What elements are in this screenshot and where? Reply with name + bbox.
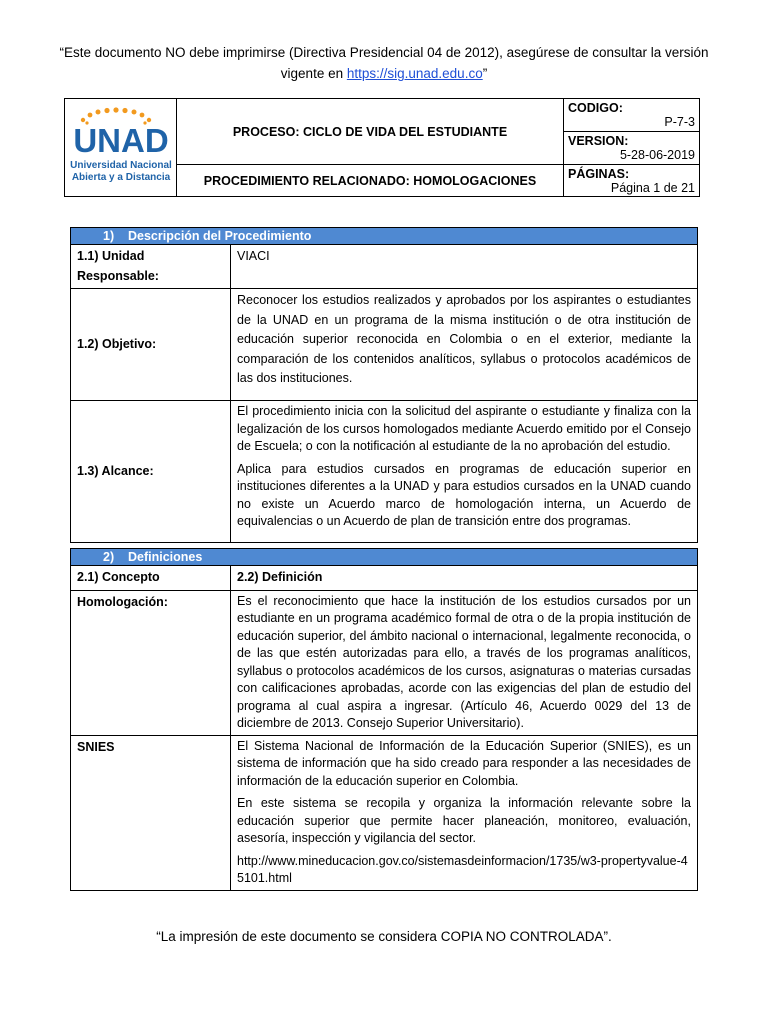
unad-logo [69, 106, 173, 186]
codigo-label: CODIGO: [568, 101, 623, 115]
snies-url: http://www.mineducacion.gov.co/sistemasdeinformacion/1735/w3-propertyvalue-45101.html [237, 853, 688, 885]
definition-snies [231, 735, 698, 890]
snies-paragraph-1: El Sistema Nacional de Información de la Educación Superior (SNIES), es un sistema de información que ha sido creado para responder a las necesidades de información de la educación superior en Colombia. [237, 738, 691, 788]
logo-line2: Abierta y a Distancia [71, 172, 170, 183]
logo-line1: Universidad Nacional [69, 160, 172, 171]
definition-column-header: 2.2) Definición [231, 566, 698, 591]
print-notice [40, 42, 728, 84]
unidad-label: 1.1) Unidad Responsable: [71, 245, 231, 289]
codigo-cell [564, 99, 700, 132]
process-title: PROCESO: CICLO DE VIDA DEL ESTUDIANTE [177, 99, 564, 165]
table-row [71, 735, 698, 890]
procedure-title: PROCEDIMIENTO RELACIONADO: HOMOLOGACIONES [177, 165, 564, 197]
snies-paragraph-2: En este sistema se recopila y organiza la información relevante sobre la educación superior que permite hacer planeación, monitoreo, evaluación, asesoría, inspección y vigilancia del sector. [237, 796, 691, 845]
version-label: VERSION: [568, 134, 629, 148]
alcance-paragraph-2: Aplica para estudios cursados en programas de educación superior en instituciones diferentes a la UNAD y para estudios cursados en la UNAD cuando no existe un Acuerdo marco de homologación interna, un Acuerdo de equivalencias o un Acuerdo de plan de transición entre dos programas. [237, 461, 691, 528]
objetivo-text: Reconocer los estudios realizados y aprobados por los aspirantes o estudiantes de la UNAD en un programa de la misma institución o de otra institución de educación superior reconocida en Colombia o en el exterior, mediante la comparación de los contenidos analíticos, syllabus o protocolos académicos de las dos instituciones. [231, 289, 698, 401]
uncontrolled-copy-notice: “La impresión de este documento se considera COPIA NO CONTROLADA”. [156, 929, 612, 944]
section-definitions [70, 548, 698, 891]
version-cell [564, 132, 700, 165]
section-procedure-description [70, 227, 698, 543]
sig-link[interactable]: https://sig.unad.edu.co [346, 66, 483, 81]
print-notice-line2 [40, 63, 728, 84]
paginas-label: PÁGINAS: [568, 167, 630, 181]
section1-title: 1) Descripción del Procedimiento [71, 228, 698, 245]
print-notice-suffix: ” [482, 66, 488, 81]
alcance-cell [231, 401, 698, 543]
codigo-value: P-7-3 [664, 115, 695, 129]
concept-homologacion: Homologación: [71, 590, 231, 735]
print-notice-line1: “Este documento NO debe imprimirse (Directiva Presidencial 04 de 2012), asegúrese de consultar la versión [59, 45, 709, 60]
section2-title: 2) Definiciones [71, 549, 698, 566]
paginas-cell [564, 165, 700, 197]
print-notice-prefix: vigente en [280, 66, 347, 81]
version-value: 5-28-06-2019 [619, 148, 695, 162]
logo-brand: UNAD [72, 122, 169, 159]
concept-snies: SNIES [71, 735, 231, 890]
paginas-value: Página 1 de 21 [610, 181, 695, 195]
alcance-paragraph-1: El procedimiento inicia con la solicitud del aspirante o estudiante y finaliza con la legalización de los cursos homologados mediante Acuerdo emitido por el Consejo de Escuela; o con la notificación al estudiante de la no aprobación del estudio. [237, 404, 691, 453]
definition-homologacion: Es el reconocimiento que hace la institución de los estudios cursados por un estudiante en un programa académico formal de otra o de la propia institución de educación superior, del ámbito nacional o internacional, legalmente reconocida, o de las que estén autorizadas para ello, a través de los programas analíticos, syllabus o protocolos académicos de los cursos, asignaturas o materias cursadas con calificaciones aprobadas, acorde con las exigencias del plan de estudio del programa al cual aspira a ingresar. (Artículo 46, Acuerdo 0029 del 13 de diciembre de 2013. Consejo Superior Universitario). [231, 590, 698, 735]
objetivo-label: 1.2) Objetivo: [71, 289, 231, 401]
document-header [64, 98, 700, 197]
alcance-label: 1.3) Alcance: [71, 401, 231, 543]
concept-column-header: 2.1) Concepto [71, 566, 231, 591]
table-row [71, 590, 698, 735]
unidad-value: VIACI [231, 245, 698, 289]
logo-cell [65, 99, 177, 197]
